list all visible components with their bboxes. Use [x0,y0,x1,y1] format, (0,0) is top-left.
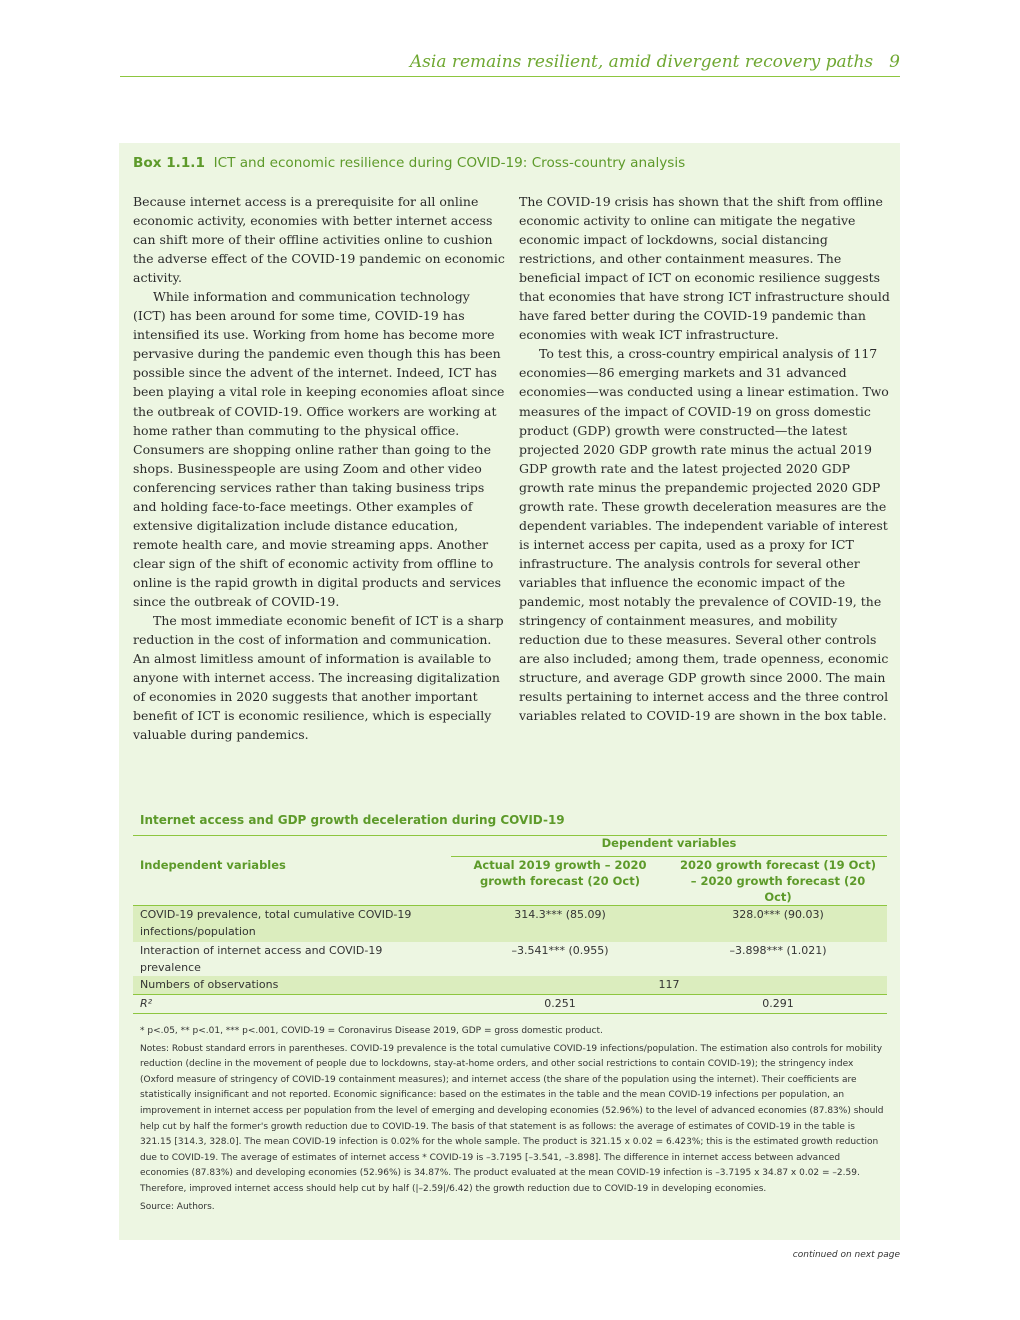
cell-value: 0.291 [669,995,887,1014]
cell-value: 314.3*** (85.09) [451,906,669,943]
table-row [133,976,887,995]
table-title: Internet access and GDP growth deceleration during COVID-19 [140,813,565,827]
col1-header: Actual 2019 growth – 2020 growth forecast (20 Oct) [451,857,669,906]
paragraph: To test this, a cross-country empirical analysis of 117 economies—86 emerging markets and 31 advanced economies—was conducted using a linear estimation. Two measures of the impact of COVID-19 on gross domestic product (GDP) growth were constructed—the latest projected 2020 GDP growth rate minus the actual 2019 GDP growth rate and the latest projected 2020 GDP growth rate minus the prepandemic projected 2020 GDP growth rate. These growth deceleration measures are the dependent variables. The independent variable of interest is internet access per capita, used as a proxy for ICT infrastructure. The analysis controls for several other variables that influence the economic impact of the pandemic, most notably the prevalence of COVID-19, the stringency of containment measures, and mobility reduction due to these measures. Several other controls are also included; among them, trade openness, economic structure, and average GDP growth since 2000. The main results pertaining to internet access and the three control variables related to COVID-19 are shown in the box table. [519,346,889,724]
paragraph: The most immediate economic benefit of ICT is a sharp reduction in the cost of information and communication. An almost limitless amount of information is available to anyone with internet access. The increasing digitalization of economies in 2020 suggests that another important benefit of ICT is economic resilience, which is especially valuable during pandemics. [133,613,504,743]
page-number: 9 [889,52,900,72]
col2-header: 2020 growth forecast (19 Oct) – 2020 growth forecast (20 Oct) [669,857,887,906]
row-label: R² [133,995,451,1014]
cell-value: 117 [451,976,887,995]
column-header-row [133,857,887,906]
box-title [133,155,893,171]
row-label: Interaction of internet access and COVID-19 prevalence [140,944,383,974]
running-head-title: Asia remains resilient, amid divergent recovery paths [409,52,874,72]
cell-value: –3.898*** (1.021) [729,944,827,957]
box-panel [119,143,900,1240]
row-label: Numbers of observations [133,976,451,995]
running-head [120,52,900,77]
results-table [133,835,887,1014]
dependent-header-row [133,836,887,857]
independent-variables-header: Independent variables [133,857,451,906]
cell-value: –3.541*** (0.955) [511,944,609,957]
table-row [133,906,887,943]
box-heading: ICT and economic resilience during COVID-19: Cross-country analysis [213,155,686,171]
table-notes [140,1024,885,1217]
paragraph: While information and communication technology (ICT) has been around for some time, COVID-19 has intensified its use. Working from home has become more pervasive during the pandemic even though this has been possible since the advent of the internet. Indeed, ICT has been playing a vital role in keeping economies afloat since the outbreak of COVID-19. Office workers are working at home rather than commuting to the physical office. Consumers are shopping online rather than going to the shops. Businesspeople are using Zoom and other video conferencing services rather than taking business trips and holding face-to-face meetings. Other examples of extensive digitalization include distance education, remote health care, and movie streaming apps. Another clear sign of the shift of economic activity from offline to online is the rapid growth in digital products and services since the outbreak of COVID-19. [133,289,505,609]
row-label: COVID-19 prevalence, total cumulative COVID-19 infections/population [133,906,451,943]
source-note: Source: Authors. [140,1201,215,1212]
table-row [133,942,887,976]
right-column [519,192,891,725]
box-label: Box 1.1.1 [133,155,205,171]
cell-value: 0.251 [451,995,669,1014]
paragraph: Because internet access is a prerequisite for all online economic activity, economies with better internet access can shift more of their offline activities online to cushion the adverse effect of the COVID-19 pandemic on economic activity. [133,194,505,286]
continued-note: continued on next page [792,1250,900,1260]
cell-value: 328.0*** (90.03) [669,906,887,943]
dependent-variables-header: Dependent variables [451,836,887,857]
left-column [133,192,505,744]
notes-text: Notes: Robust standard errors in parentheses. COVID-19 prevalence is the total cumulative COVID-19 infections/population. The estimation also controls for mobility reduction (decline in the movement of people due to lockdowns, stay-at-home orders, and other social restrictions to contain COVID-19); the stringency index (Oxford measure of stringency of COVID-19 containment measures); and internet access (the share of the population using the internet). Their coefficients are statistically insignificant and not reported. Economic significance: based on the estimates in the table and the mean COVID-19 infections per population, an improvement in internet access per population from the level of emerging and developing economies (52.96%) to the level of advanced economies (87.83%) should help cut by half the former's growth reduction due to COVID-19. The basis of that statement is as follows: the average of estimates of COVID-19 in the table is 321.15 [314.3, 328.0]. The mean COVID-19 infection is 0.02% for the whole sample. The product is 321.15 x 0.02 = 6.423%; this is the estimated growth reduction due to COVID-19. The average of estimates of internet access * COVID-19 is –3.7195 [–3.541, –3.898]. The difference in internet access between advanced economies (87.83%) and developing economies (52.96%) is 34.87%. The product evaluated at the mean COVID-19 infection is –3.7195 x 34.87 x 0.02 = –2.59. Therefore, improved internet access should help cut by half (|–2.59|/6.42) the growth reduction due to COVID-19 in developing economies. [140,1043,884,1194]
significance-note: * p<.05, ** p<.01, *** p<.001, COVID-19 = Coronavirus Disease 2019, GDP = gross domestic product. [140,1026,603,1036]
paragraph: The COVID-19 crisis has shown that the shift from offline economic activity to online can mitigate the negative economic impact of lockdowns, social distancing restrictions, and other containment measures. The beneficial impact of ICT on economic resilience suggests that economies that have strong ICT infrastructure should have fared better during the COVID-19 pandemic than economies with weak ICT infrastructure. [519,194,890,343]
table-row [133,995,887,1014]
